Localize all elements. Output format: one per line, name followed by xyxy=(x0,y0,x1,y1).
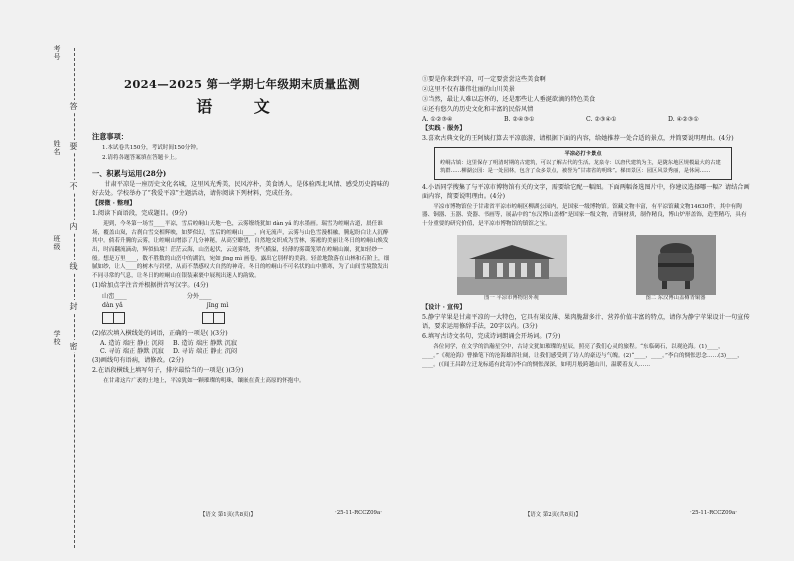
option-c[interactable]: C. ②③④① xyxy=(586,115,617,123)
sentence-option: ②这里不仅有雄伟壮丽的山川美景 xyxy=(422,85,515,93)
seal-word: 封 xyxy=(69,302,78,310)
question-1-3: (3)画线句有语病，请修改。(2分) xyxy=(92,357,184,365)
box-text: 崆峒古镇：这里保存了明清时期的古建筑，可以了解古代的生活。龙泉寺：以唐代建筑为主，是陇东地区规模最大的古建筑群……柳湖公园：是一处园林，包含了众多景点，被誉为“甘肃省的明珠”。梯田景区：园区风景秀丽，是休闲…… xyxy=(440,159,721,174)
box-title: 平凉必打卡景点 xyxy=(564,150,602,157)
exam-number-label: 考号 xyxy=(53,45,61,61)
answer-box-group[interactable] xyxy=(102,312,124,328)
question-1: 1.阅读下面语段，完成题目。(9分) xyxy=(92,210,188,217)
seal-word: 不 xyxy=(69,182,78,190)
question-2-text: 在甘肃这片广袤的土地上，平凉犹如一颗璀璨的明珠，镶嵌在黄土高原的怀抱中。 xyxy=(103,378,305,385)
binding-strip xyxy=(0,40,90,550)
museum-text: 平凉市博物馆位于甘肃省平凉市崆峒区柳湖公园内，是国家一级博物馆。馆藏文物丰富，有平凉馆藏文物14630件，其中有陶器、铜器、玉器、瓷器、书画等，展品中的“东汉博山盖樽”是国家一级文物，青铜材质，制作精良，博山炉形盖饰，造型精巧，具有十分重要的研究价值，是平凉市博物馆的镇馆之宝。 xyxy=(422,203,747,227)
note-item: 2.请将各题答案填在答题卡上。 xyxy=(102,154,181,161)
page-2-code: ·25-11-RCCZ09a· xyxy=(690,510,737,516)
page-1 xyxy=(92,40,392,387)
pinyin-prompts xyxy=(102,302,392,311)
class-label: 班级 xyxy=(53,235,61,251)
word-prompt: 山峦____ xyxy=(102,292,127,300)
answer-box-group[interactable] xyxy=(202,312,224,328)
question-3: 3.喜欢古典文化的王阿姨打算去平凉旅游，请根据下面的内容，给她推荐一处合适的景点，并简要说明理由。(4分) xyxy=(422,134,734,142)
reading-passage: 迎到，今冬第一场雪____平凉，雪后崆峒山天地一色，云雾缭绕犹如 dàn yǎ 的水墨画。瑞雪为崆峒古道，晨任谁场，覆盖山岚，古刹白雪交相辉映，如梦似幻，雪后的崆峒山____，向无流声，云雾与山色雪漫相融，腾起纷白让人沉醉其中。倘若升腾的云雾，让崆峒山增添了几分神秘，从高空瞭望，自然地交织成为雪林，雾凇的美丽让冬日的崆峒山焕发出，时而翻流滴动，辉似仙境！茫茫云海，山峦起伏，云送雾绕，秀气横溢，轻薄的雾霭笼罩在崆峒山巅，犹如轻纱一般。想是万里____，数不胜数的山峦中的湖泊，宛如 jīng mì 画卷，露出它别样的美韵。轻盈地散落在山林和石阶上，细腻如纱，让人____的树木与岩壁，从而不禁感叹大自然的神奇。冬日的崆峒山不可名状的山中腊寒，为了山间雪境散发出不同寻常的气息，让冬日的崆峒山在银装素裹中展现出迷人的韵致。 xyxy=(92,220,390,279)
figure-1[interactable] xyxy=(457,235,567,303)
question-6: 6.填写古诗文名句，完成诗词朗诵会开场词。(7分) xyxy=(422,333,561,341)
seal-word: 要 xyxy=(69,142,78,150)
museum-exterior-image xyxy=(457,235,567,295)
task-tag: 【实践 · 服务】 xyxy=(422,124,466,132)
answer-boxes xyxy=(102,312,392,328)
pinyin-prompt: dàn yǎ xyxy=(102,301,123,309)
options xyxy=(422,116,750,125)
option-c[interactable]: C. 寻访 端正 静默 沉寂 xyxy=(100,348,164,356)
pinyin-prompt: jīng mì xyxy=(206,301,229,309)
figure-1-caption: 图一 平凉市博物馆外观 xyxy=(484,294,539,301)
section-intro: 甘肃平凉是一座历史文化名城，这里风光秀美，民风淳朴，美食诱人，是体验西北风情、感受历史韵味的好去处。学校举办了“我爱平凉”主题活动，请你阅读下列材料，完成任务。 xyxy=(92,181,390,198)
seal-word: 线 xyxy=(69,262,78,270)
exam-title: 2024—2025 第一学期七年级期末质量监测 xyxy=(124,77,360,91)
seal-word: 密 xyxy=(69,342,78,350)
task-tag: 【探微 · 整理】 xyxy=(92,200,136,208)
scenic-spots-box xyxy=(434,147,732,180)
sentence-option: ④还有悠久的历史文化和丰富的民俗风情 xyxy=(422,105,534,113)
figure-2[interactable] xyxy=(636,235,716,303)
question-4: 4.小语同学搜集了与平凉市博物馆有关的文字，需要给它配一幅图。下面两幅备选图片中，你建议选择哪一幅？请结合画面内容，简要说明理由。(4分) xyxy=(422,183,750,200)
option-a[interactable]: A. ①②③④ xyxy=(422,115,453,123)
note-item: 1.本试卷共150分，考试时间150分钟。 xyxy=(102,145,202,152)
notes-title: 注意事项： xyxy=(92,131,128,141)
figure-row xyxy=(422,235,750,303)
seal-word: 内 xyxy=(69,222,78,230)
question-1-1: (1)给加点字注音并根据拼音写汉字。(4分) xyxy=(92,281,209,289)
option-d[interactable]: D. 寻访 端正 静止 沉闷 xyxy=(173,348,238,356)
option-a[interactable]: A. 造访 端庄 静止 沉闷 xyxy=(100,339,164,347)
option-b[interactable]: B. ②④③① xyxy=(504,115,535,123)
task-tag: 【设计 · 宣传】 xyxy=(422,304,466,312)
page-1-code: ·25-11-RCCZ09a· xyxy=(335,510,382,516)
figure-2-caption: 图二 东汉博山盖樽青铜器 xyxy=(645,294,706,301)
page-2-footer: 【语文 第2页(共8页)】 xyxy=(525,512,581,518)
question-2: 2.在语段横线上填写句子，排序最恰当的一项是( )(3分) xyxy=(92,367,244,375)
name-label: 姓名 xyxy=(53,140,61,156)
question-1-2: (2)依次填入横线处的词语，正确的一项是( )(3分) xyxy=(92,329,228,337)
word-prompt: 分外____ xyxy=(186,292,212,300)
sentence-option: ③当然，最让人难以忘怀的，还是那些让人垂涎欲滴的特色美食 xyxy=(422,95,596,103)
option-b[interactable]: B. 造访 端庄 静默 沉寂 xyxy=(173,339,237,347)
seal-word: 答 xyxy=(69,102,78,110)
option-d[interactable]: D. ④②③① xyxy=(668,115,699,123)
page-1-footer: 【语文 第1页(共8页)】 xyxy=(200,512,256,518)
question-6-text: 各位同学，在文学的浩瀚星空中，古诗文犹如璀璨的星辰，照亮了我们心灵的旅程。“东临碣石，以观沧海。(1)____，____。”《观沧海》曹操笔下的沧海雄浑壮阔，让我们感受到了诗人的豪迈与气魄。(2)“____，____。”李白的惆怅思念……(3)____，____。(《闻王昌龄左迁龙标遥有此寄》)李白的惆怅深深，如明月般跨越山川，温暖着友人…… xyxy=(422,344,743,368)
page-2 xyxy=(422,76,750,370)
section-title: 一、积累与运用(28分) xyxy=(92,168,167,178)
question-5: 5.静宁苹果是甘肃平凉的一大特色，它具有果皮薄、果肉脆甜多汁、营养价值丰富的特点，请你为静宁苹果设计一句宣传语，要求运用修辞手法，20字以内。(3分) xyxy=(422,314,750,331)
school-label: 学校 xyxy=(53,330,61,346)
pinyin-prompts xyxy=(102,293,392,302)
bronze-vessel-image xyxy=(636,235,716,295)
seal-line xyxy=(74,48,75,548)
sentence-option: ①要是你来到平凉，可一定要尝尝这些美食啊 xyxy=(422,76,546,83)
subject-title: 语 文 xyxy=(196,96,288,116)
